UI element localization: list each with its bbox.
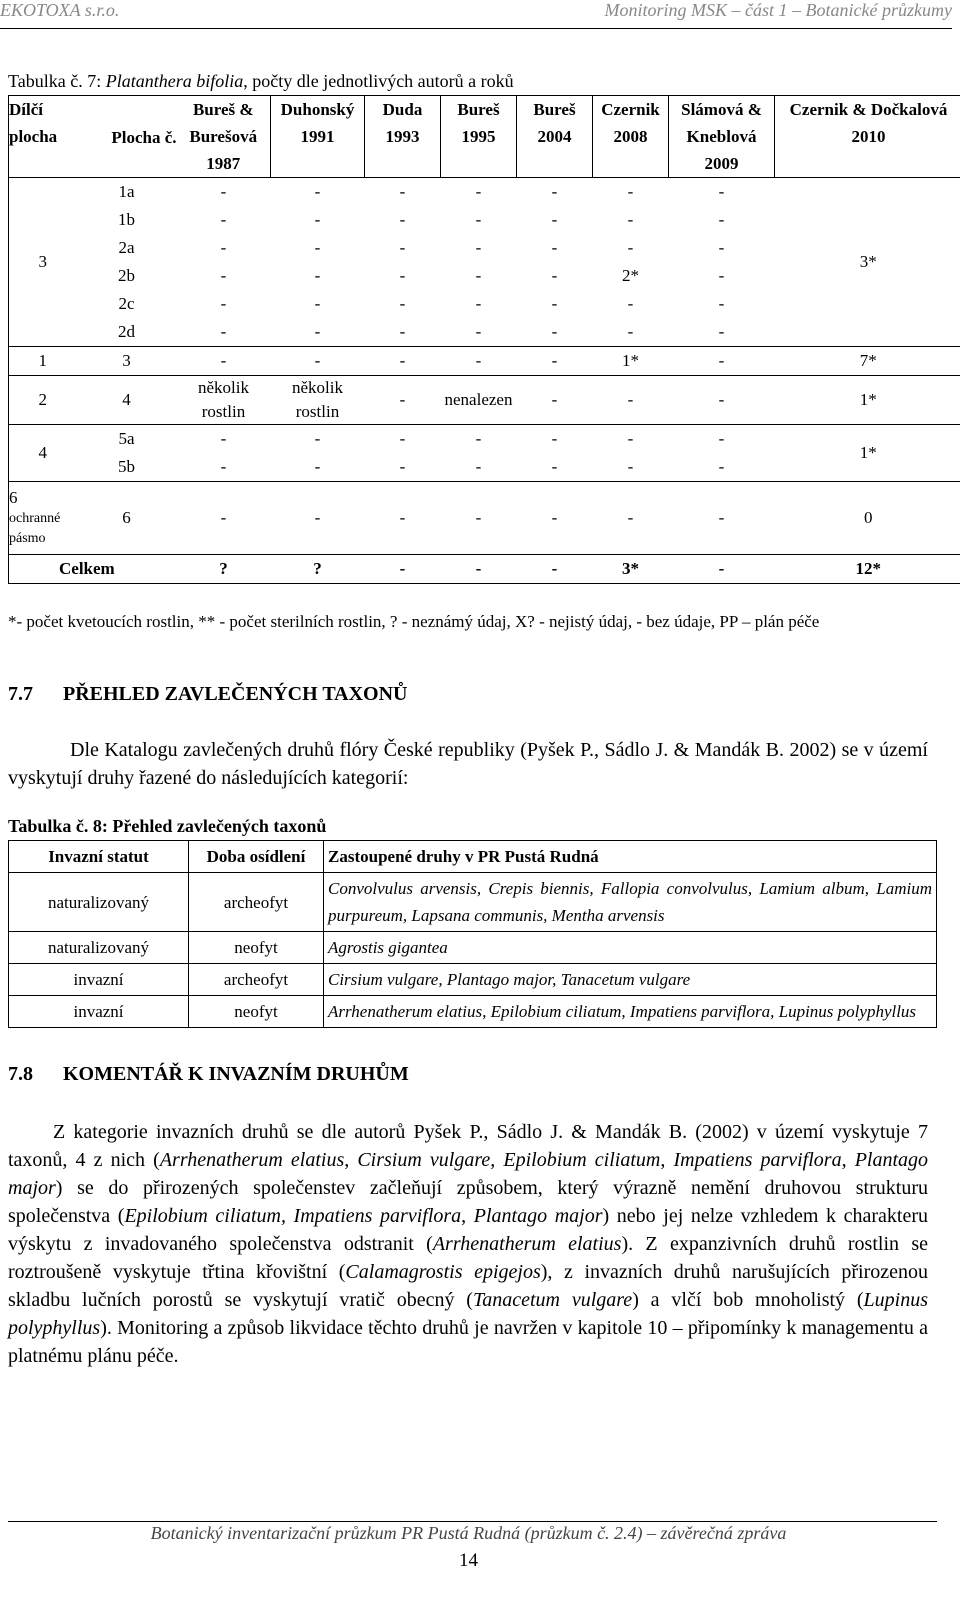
table7-row <box>9 347 960 376</box>
cell-value: - <box>517 376 593 425</box>
th-bures04: Bureš 2004 <box>517 96 593 178</box>
cell-value: - <box>517 347 593 376</box>
cell-plocha: 2c <box>118 294 135 313</box>
cell-value: - <box>399 294 406 313</box>
cell-value: nenalezen <box>441 376 517 425</box>
cell-druhy: Cirsium vulgare, Plantago major, Tanacetum vulgare <box>324 964 937 996</box>
cell-value: - <box>718 238 725 257</box>
cell-value: - <box>220 182 227 201</box>
cell-czernik10: 1* <box>775 376 960 425</box>
cell-value: - <box>593 482 669 555</box>
cell-status: invazní <box>9 964 189 996</box>
th-doba: Doba osídlení <box>189 841 324 873</box>
cell-value: - <box>517 318 593 347</box>
cell-czernik10: 7* <box>775 347 960 376</box>
cell-value: - <box>271 453 365 482</box>
cell-value: - <box>627 429 634 448</box>
cell-value: - <box>718 182 725 201</box>
footer-divider <box>8 1521 937 1522</box>
cell-doba: archeofyt <box>189 964 324 996</box>
cell-status: invazní <box>9 996 189 1028</box>
page-number: 14 <box>459 1550 478 1571</box>
cell-value: - <box>220 210 227 229</box>
species-name: Arrhenatherum elatius <box>159 1149 345 1171</box>
section-7-7-heading: 7.7 PŘEHLED ZAVLEČENÝCH TAXONŮ <box>8 683 408 705</box>
cell-value: - <box>399 210 406 229</box>
th-slamova: Slámová & Kneblová 2009 <box>669 96 775 178</box>
cell-value: - <box>399 266 406 285</box>
cell-value: - <box>669 482 775 555</box>
total-cell: - <box>669 555 775 584</box>
total-cell: - <box>517 555 593 584</box>
th-bures87: Bureš & Burešová 1987 <box>177 96 271 178</box>
cell-value: - <box>475 182 482 201</box>
th-druhy: Zastoupené druhy v PR Pustá Rudná <box>324 841 937 873</box>
cell-value: - <box>551 210 558 229</box>
cell-plocha: 2d <box>77 318 177 347</box>
species-name: Impatiens parviflora <box>673 1149 842 1171</box>
cell-value: - <box>271 482 365 555</box>
cell-dilci: 1 <box>9 347 77 376</box>
species-name: Plantago major <box>473 1205 603 1227</box>
total-label: Celkem <box>9 555 177 584</box>
paragraph-text: ). Z expanzivních druhů rostlin se roztroušeně vyskytuje třtina křovištní ( <box>8 1233 928 1283</box>
cell-status: naturalizovaný <box>9 932 189 964</box>
cell-plocha: 2b <box>118 266 135 285</box>
cell-plocha: 5a <box>118 429 135 448</box>
section-7-8-heading: 7.8 KOMENTÁŘ K INVAZNÍM DRUHŮM <box>8 1063 409 1085</box>
cell-czernik10: 1* <box>775 425 960 482</box>
cell-value: - <box>220 294 227 313</box>
cell-value: - <box>593 453 669 482</box>
header-right: Monitoring MSK – část 1 – Botanické průzkumy <box>604 0 952 20</box>
cell-value: - <box>365 453 441 482</box>
th-duhonsky: Duhonský 1991 <box>271 96 365 178</box>
th-bures95: Bureš 1995 <box>441 96 517 178</box>
cell-value: 1* <box>593 347 669 376</box>
cell-value: - <box>314 266 321 285</box>
table8-row <box>9 932 937 964</box>
cell-value: - <box>314 238 321 257</box>
cell-value: - <box>718 266 725 285</box>
cell-value: - <box>627 182 634 201</box>
cell-value: - <box>365 482 441 555</box>
paragraph-text: ) nebo jej nelze vzhledem k charakteru výskytu z invadovaného společenstva odstranit ( <box>8 1205 929 1255</box>
cell-value: - <box>314 294 321 313</box>
cell-value: několik rostlin <box>177 376 271 425</box>
footer-text: Botanický inventarizační průzkum PR Pustá Rudná (průzkum č. 2.4) – závěrečná zpráva <box>150 1523 787 1543</box>
table8-row <box>9 964 937 996</box>
cell-plocha: 1b <box>118 210 135 229</box>
cell-plocha: 4 <box>77 376 177 425</box>
cell-value: - <box>475 210 482 229</box>
cell-value: - <box>399 429 406 448</box>
cell-value: - <box>220 238 227 257</box>
cell-value: - <box>593 376 669 425</box>
cell-value: - <box>314 210 321 229</box>
cell-value: - <box>220 266 227 285</box>
cell-value: - <box>669 376 775 425</box>
cell-value: - <box>220 429 227 448</box>
cell-value: - <box>365 318 441 347</box>
cell-status: naturalizovaný <box>9 873 189 932</box>
cell-value: - <box>669 453 775 482</box>
cell-value: - <box>271 318 365 347</box>
cell-value: - <box>314 429 321 448</box>
th-plocha: Plocha č. <box>77 96 177 178</box>
cell-value: - <box>314 182 321 201</box>
table8-caption: Tabulka č. 8: Přehled zavlečených taxonů <box>8 816 327 836</box>
paragraph-text: Z kategorie invazních druhů se dle autorů Pyšek P., Sádlo J. & Mandák B. (2002) v území vyskytuje 7 taxonů, 4 z nich ( <box>8 1121 928 1171</box>
cell-value: - <box>441 453 517 482</box>
cell-value: - <box>399 182 406 201</box>
th-duda: Duda 1993 <box>365 96 441 178</box>
table7-row <box>9 425 960 454</box>
cell-value: - <box>177 347 271 376</box>
paragraph-text: , <box>344 1149 358 1171</box>
cell-plocha: 5b <box>77 453 177 482</box>
cell-value: - <box>441 318 517 347</box>
cell-value: - <box>475 294 482 313</box>
cell-value: několik rostlin <box>271 376 365 425</box>
species-name: Lupinus polyphyllus <box>8 1289 929 1339</box>
paragraph-text: ). Monitoring a způsob likvidace těchto druhů je navržen v kapitole 10 – připomínky k managementu a platnému plánu péče. <box>8 1317 928 1367</box>
paragraph-text: ), z invazních druhů narušujících přirozenou skladbu lučních porostů se vyskytují vratič obecný ( <box>8 1261 929 1311</box>
table7-note: *- počet kvetoucích rostlin, ** - počet sterilních rostlin, ? - neznámý údaj, X? - nejistý údaj, - bez údaje, PP – plán péče <box>8 612 820 631</box>
cell-value: - <box>718 429 725 448</box>
paragraph-text: , <box>461 1205 474 1227</box>
cell-dilci <box>9 482 77 555</box>
table7-caption: Tabulka č. 7: Platanthera bifolia, počty dle jednotlivých autorů a roků <box>8 71 514 91</box>
table7-row <box>9 482 960 555</box>
cell-value: - <box>517 453 593 482</box>
cell-value: - <box>551 294 558 313</box>
total-cell: - <box>441 555 517 584</box>
total-cell: - <box>365 555 441 584</box>
cell-czernik10: 3* <box>775 178 960 347</box>
cell-czernik10: 0 <box>775 482 960 555</box>
header-left: EKOTOXA s.r.o. <box>0 0 120 20</box>
th-dilci: Dílčí plocha <box>9 96 77 178</box>
cell-dilci: 4 <box>9 425 77 482</box>
cell-plocha: 3 <box>77 347 177 376</box>
cell-value: - <box>365 376 441 425</box>
table7-row <box>9 178 960 207</box>
cell-value: - <box>475 238 482 257</box>
species-name: Cirsium vulgare, Epilobium ciliatum <box>357 1149 661 1171</box>
cell-druhy: Agrostis gigantea <box>324 932 937 964</box>
cell-plocha: 1a <box>118 182 135 201</box>
cell-value: - <box>365 347 441 376</box>
cell-value: - <box>551 238 558 257</box>
section-7-8-paragraph <box>8 1118 928 1370</box>
cell-value: - <box>718 210 725 229</box>
cell-value: 2* <box>622 266 639 285</box>
cell-doba: neofyt <box>189 932 324 964</box>
cell-value: - <box>669 318 775 347</box>
total-row <box>9 555 960 584</box>
table8-row <box>9 996 937 1028</box>
paragraph-text: ) se do přirozených společenstev začleňují způsobem, který výrazně nemění druhovou strukturu společenstva ( <box>8 1177 928 1227</box>
cell-plocha: 2a <box>118 238 135 257</box>
paragraph-text: , <box>841 1149 855 1171</box>
cell-value: - <box>551 182 558 201</box>
cell-dilci-value: 6 <box>9 488 18 507</box>
table7-row <box>9 376 960 425</box>
cell-value: - <box>475 429 482 448</box>
species-name: Tanacetum vulgare <box>472 1289 633 1311</box>
cell-dilci-sub: ochranné pásmo <box>9 511 61 546</box>
cell-druhy: Arrhenatherum elatius, Epilobium ciliatum, Impatiens parviflora, Lupinus polyphyllus <box>324 996 937 1028</box>
th-czernik10: Czernik & Dočkalová 2010 <box>775 96 960 178</box>
cell-value: - <box>177 482 271 555</box>
th-czernik08: Czernik 2008 <box>593 96 669 178</box>
total-cell: 3* <box>593 555 669 584</box>
cell-value: - <box>627 238 634 257</box>
section-7-7-paragraph: Dle Katalogu zavlečených druhů flóry České republiky (Pyšek P., Sádlo J. & Mandák B. 2002) se v území vyskytují druhy řazené do následujících kategorií: <box>8 739 928 789</box>
cell-doba: archeofyt <box>189 873 324 932</box>
table7 <box>8 95 960 584</box>
species-name: Calamagrostis epigejos <box>345 1261 541 1283</box>
paragraph-text: , <box>660 1149 674 1171</box>
cell-value: - <box>517 482 593 555</box>
cell-dilci: 3 <box>9 178 77 347</box>
total-cell: ? <box>177 555 271 584</box>
header-divider <box>0 28 952 29</box>
species-name: Epilobium ciliatum, Impatiens parviflora <box>124 1205 462 1227</box>
cell-value: - <box>399 238 406 257</box>
th-status: Invazní statut <box>9 841 189 873</box>
cell-value: - <box>271 347 365 376</box>
cell-value: - <box>441 347 517 376</box>
cell-value: - <box>627 294 634 313</box>
cell-value: - <box>551 266 558 285</box>
total-cell: 12* <box>775 555 960 584</box>
cell-value: - <box>718 294 725 313</box>
cell-value: - <box>669 347 775 376</box>
table8 <box>8 840 937 1028</box>
cell-value: - <box>593 318 669 347</box>
total-cell: ? <box>271 555 365 584</box>
cell-value: - <box>177 453 271 482</box>
cell-doba: neofyt <box>189 996 324 1028</box>
cell-value: - <box>441 482 517 555</box>
species-name: Plantago major <box>8 1149 929 1199</box>
cell-value: - <box>551 429 558 448</box>
cell-plocha: 6 <box>77 482 177 555</box>
species-name: Arrhenatherum elatius <box>432 1233 622 1255</box>
cell-dilci: 2 <box>9 376 77 425</box>
cell-value: - <box>475 266 482 285</box>
cell-druhy: Convolvulus arvensis, Crepis biennis, Fallopia convolvulus, Lamium album, Lamium purpureum, Lapsana communis, Mentha arvensis <box>324 873 937 932</box>
cell-value: - <box>177 318 271 347</box>
table8-row <box>9 873 937 932</box>
cell-value: - <box>627 210 634 229</box>
paragraph-text: ) a vlčí bob mnoholistý ( <box>632 1289 864 1311</box>
